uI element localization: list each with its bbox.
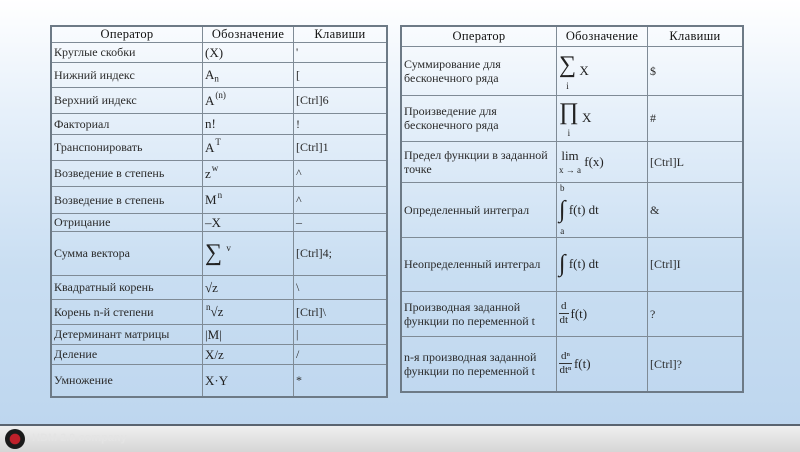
notation-cell <box>557 141 648 182</box>
notation-expression: M <box>205 192 217 208</box>
notation-fraction <box>559 300 569 327</box>
keys-cell: ' <box>294 42 388 62</box>
notation-cell <box>203 113 294 134</box>
notation-cell <box>203 213 294 231</box>
notation-expression: –X <box>205 214 221 230</box>
notation-expression: |M| <box>205 326 222 342</box>
notation-cell <box>203 87 294 113</box>
notation-cell <box>203 134 294 160</box>
keys-cell: ! <box>294 113 388 134</box>
table-row <box>401 182 743 237</box>
notation-expression: f(t) <box>573 355 591 371</box>
notation-lower-limit: i <box>566 80 569 91</box>
operator-cell: Деление <box>51 344 203 364</box>
notation-expression: √z <box>210 304 224 320</box>
operator-cell: Корень n-й степени <box>51 299 203 324</box>
operator-cell: Неопределенный интеграл <box>401 237 557 291</box>
notation-symbol: ∫ <box>559 251 566 277</box>
operator-cell: Нижний индекс <box>51 62 203 87</box>
table-row <box>51 299 387 324</box>
table-row <box>51 113 387 134</box>
keys-cell: \ <box>294 275 388 299</box>
fraction-denominator: dtⁿ <box>559 364 572 377</box>
operator-cell: Умножение <box>51 364 203 397</box>
notation-expression: X/z <box>205 346 224 362</box>
notation-operator <box>559 183 566 237</box>
notation-index: n <box>206 301 211 312</box>
table-row <box>51 42 387 62</box>
notation-expression: A <box>205 92 215 108</box>
notation-cell <box>203 42 294 62</box>
keys-cell: ^ <box>294 160 388 186</box>
notation-lower-limit: a <box>560 225 565 236</box>
notation-lower-limit: x → a <box>559 164 581 175</box>
table-row <box>51 213 387 231</box>
notation-cell <box>203 275 294 299</box>
notation-expression: (X) <box>205 44 224 60</box>
notation-superscript: v <box>226 242 231 253</box>
notation-superscript: T <box>215 137 221 148</box>
table-row <box>51 160 387 186</box>
notation-expression: A <box>205 139 215 155</box>
notation-expression: z <box>205 165 211 181</box>
header-notation: Обозначение <box>557 26 648 46</box>
header-keys: Клавиши <box>294 26 388 42</box>
notation-expression: f(t) dt <box>568 201 599 217</box>
notation-expression: A <box>205 66 215 82</box>
operators-table-right <box>400 25 744 393</box>
header-keys: Клавиши <box>648 26 744 46</box>
keys-cell: $ <box>648 46 744 95</box>
keys-cell: [Ctrl]1 <box>294 134 388 160</box>
table-row <box>401 46 743 95</box>
keys-cell: & <box>648 182 744 237</box>
operator-cell: Детерминант матрицы <box>51 324 203 344</box>
notation-expression: f(t) dt <box>568 256 599 271</box>
notation-cell <box>203 344 294 364</box>
table-header <box>401 26 743 46</box>
keys-cell: [Ctrl]L <box>648 141 744 182</box>
table-row <box>51 275 387 299</box>
operator-cell: Квадратный корень <box>51 275 203 299</box>
fraction-numerator: d <box>561 300 567 312</box>
keys-cell: ? <box>648 291 744 336</box>
keys-cell: * <box>294 364 388 397</box>
notation-expression: n! <box>205 116 216 131</box>
notation-fraction <box>559 350 572 377</box>
notation-cell <box>557 95 648 141</box>
fraction-denominator: dt <box>559 314 569 326</box>
notation-cell <box>203 160 294 186</box>
notation-cell <box>203 299 294 324</box>
notation-cell <box>203 364 294 397</box>
notation-cell <box>557 291 648 336</box>
header-operator: Оператор <box>51 26 203 42</box>
table-row <box>51 62 387 87</box>
keys-cell: – <box>294 213 388 231</box>
notation-cell <box>557 237 648 291</box>
notation-subscript: n <box>214 73 219 84</box>
notation-symbol: ∫ <box>559 196 566 223</box>
keys-cell: [Ctrl]? <box>648 336 744 392</box>
notation-cell <box>557 46 648 95</box>
notation-cell <box>557 336 648 392</box>
notation-expression: X·Y <box>205 372 229 388</box>
keys-cell: [Ctrl]4; <box>294 231 388 275</box>
table-row <box>401 336 743 392</box>
table-row <box>401 95 743 141</box>
logo-icon <box>5 429 25 449</box>
operator-cell: Производная заданной функции по переменной t <box>401 291 557 336</box>
notation-superscript: n <box>217 189 223 200</box>
footer-text: HDM 2.0 company <box>32 432 127 444</box>
operator-cell: Определенный интеграл <box>401 182 557 237</box>
keys-cell: [Ctrl]6 <box>294 87 388 113</box>
table-row <box>51 134 387 160</box>
notation-superscript: (n) <box>215 90 226 101</box>
table-row <box>51 364 387 397</box>
table-row <box>51 324 387 344</box>
header-operator: Оператор <box>401 26 557 46</box>
keys-cell: # <box>648 95 744 141</box>
notation-symbol: ∏ <box>559 99 579 125</box>
operator-cell: n-я производная заданной функции по переменной t <box>401 336 557 392</box>
keys-cell: | <box>294 324 388 344</box>
header-notation: Обозначение <box>203 26 294 42</box>
keys-cell: [Ctrl]I <box>648 237 744 291</box>
keys-cell: / <box>294 344 388 364</box>
notation-operator <box>559 148 581 176</box>
notation-cell <box>203 62 294 87</box>
table-header <box>51 26 387 42</box>
notation-upper-limit: b <box>560 182 565 193</box>
operator-cell: Транспонировать <box>51 134 203 160</box>
notation-expression: √z <box>205 279 218 295</box>
notation-symbol: ∑ <box>559 51 577 78</box>
table-row <box>51 186 387 213</box>
notation-expression: X <box>582 110 592 125</box>
operator-cell: Предел функции в заданной точке <box>401 141 557 182</box>
operator-cell: Сумма вектора <box>51 231 203 275</box>
notation-cell <box>203 186 294 213</box>
operator-cell: Произведение для бесконечного ряда <box>401 95 557 141</box>
table-row <box>401 291 743 336</box>
notation-operator <box>559 97 579 139</box>
notation-cell <box>203 324 294 344</box>
notation-lower-limit: i <box>567 128 571 138</box>
notation-superscript: w <box>211 163 219 174</box>
footer-bar <box>0 424 800 452</box>
notation-cell <box>557 182 648 237</box>
table-row <box>51 231 387 275</box>
operators-table-left <box>50 25 388 398</box>
notation-symbol: ∑ <box>205 240 223 267</box>
operator-cell: Возведение в степень <box>51 186 203 213</box>
table-row <box>401 237 743 291</box>
notation-operator <box>559 50 576 92</box>
keys-cell: ^ <box>294 186 388 213</box>
notation-expression: f(x) <box>584 153 604 169</box>
keys-cell: [Ctrl]\ <box>294 299 388 324</box>
notation-cell <box>203 231 294 275</box>
operator-cell: Суммирование для бесконечного ряда <box>401 46 557 95</box>
notation-expression: X <box>579 62 589 78</box>
notation-symbol: lim <box>561 147 579 163</box>
operator-cell: Отрицание <box>51 213 203 231</box>
table-row <box>51 344 387 364</box>
operator-cell: Круглые скобки <box>51 42 203 62</box>
fraction-numerator: dⁿ <box>561 350 570 363</box>
table-row <box>401 141 743 182</box>
table-row <box>51 87 387 113</box>
notation-expression: f(t) <box>570 305 588 321</box>
operator-cell: Факториал <box>51 113 203 134</box>
operator-cell: Возведение в степень <box>51 160 203 186</box>
keys-cell: [ <box>294 62 388 87</box>
operator-cell: Верхний индекс <box>51 87 203 113</box>
